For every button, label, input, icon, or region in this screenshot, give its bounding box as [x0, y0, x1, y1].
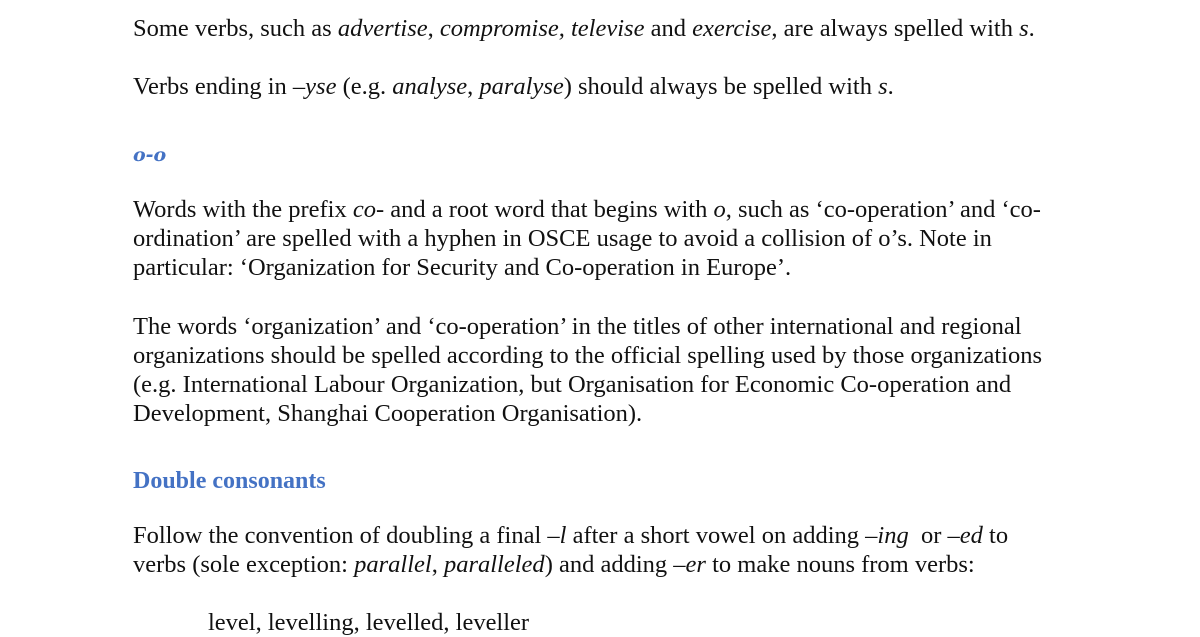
text-run: , such as ‘co-operation’ and ‘co-ordination’ are spelled with a hyphen in OSCE usage to avoid a collision of o’s. Note in particular: ‘Organization for Security and Co-operation in Europe’. [133, 196, 1041, 281]
text-run: (e.g. [336, 73, 393, 100]
text-run: or [908, 522, 948, 549]
text-run: ) and adding [544, 551, 674, 578]
italic-term: paralleled [443, 551, 545, 578]
italic-term: –ing [865, 522, 909, 549]
italic-term: co [352, 196, 376, 223]
heading-o-o: o-o [133, 144, 167, 166]
text-run: to verbs (sole exception: [133, 522, 1009, 578]
text-run: . [887, 73, 894, 100]
heading-double-consonants: Double consonants [133, 468, 326, 494]
text-run: and [644, 15, 693, 42]
italic-term: parallel [354, 551, 432, 578]
italic-term: exercise [692, 15, 772, 42]
paragraph-verbs-with-s [133, 14, 1093, 43]
paragraph-doubling-l [133, 521, 1053, 579]
example-line-level: level, levelling, levelled, leveller [208, 609, 530, 636]
text-run: . [1028, 15, 1035, 42]
text-run: - and a root word that begins with [375, 196, 714, 223]
italic-term: compromise, televise [439, 15, 645, 42]
italic-term: –er [673, 551, 706, 578]
paragraph-organization-titles: The words ‘organization’ and ‘co-operation’ in the titles of other international and regional organizations should be spelled according to the official spelling used by those organizations (e.g. International Labour Organization, but Organisation for Economic Co-operation and Development, Shanghai Cooperation Organisation). [133, 313, 1043, 427]
text-run: to make nouns from verbs: [705, 551, 975, 578]
italic-term: s [878, 73, 888, 100]
italic-term: paralyse [479, 73, 564, 100]
italic-term: s [1019, 15, 1029, 42]
text-run: Verbs ending in [133, 73, 293, 100]
italic-term: o [713, 196, 726, 223]
text-run: , [427, 15, 440, 42]
paragraph-co-prefix [133, 195, 1088, 282]
italic-term: analyse [392, 73, 468, 100]
italic-term: –l [547, 522, 567, 549]
text-run: , [431, 551, 444, 578]
italic-term: advertise [337, 15, 428, 42]
text-run: Follow the convention of doubling a final [133, 522, 548, 549]
paragraph-verbs-yse [133, 72, 1093, 101]
text-run: Some verbs, such as [133, 15, 338, 42]
text-run: ) should always be spelled with [563, 73, 879, 100]
text-run: , [467, 73, 480, 100]
italic-term: –yse [292, 73, 337, 100]
italic-term: –ed [947, 522, 983, 549]
text-run: Words with the prefix [133, 196, 353, 223]
text-run: after a short vowel on adding [566, 522, 866, 549]
text-run: , are always spelled with [771, 15, 1020, 42]
